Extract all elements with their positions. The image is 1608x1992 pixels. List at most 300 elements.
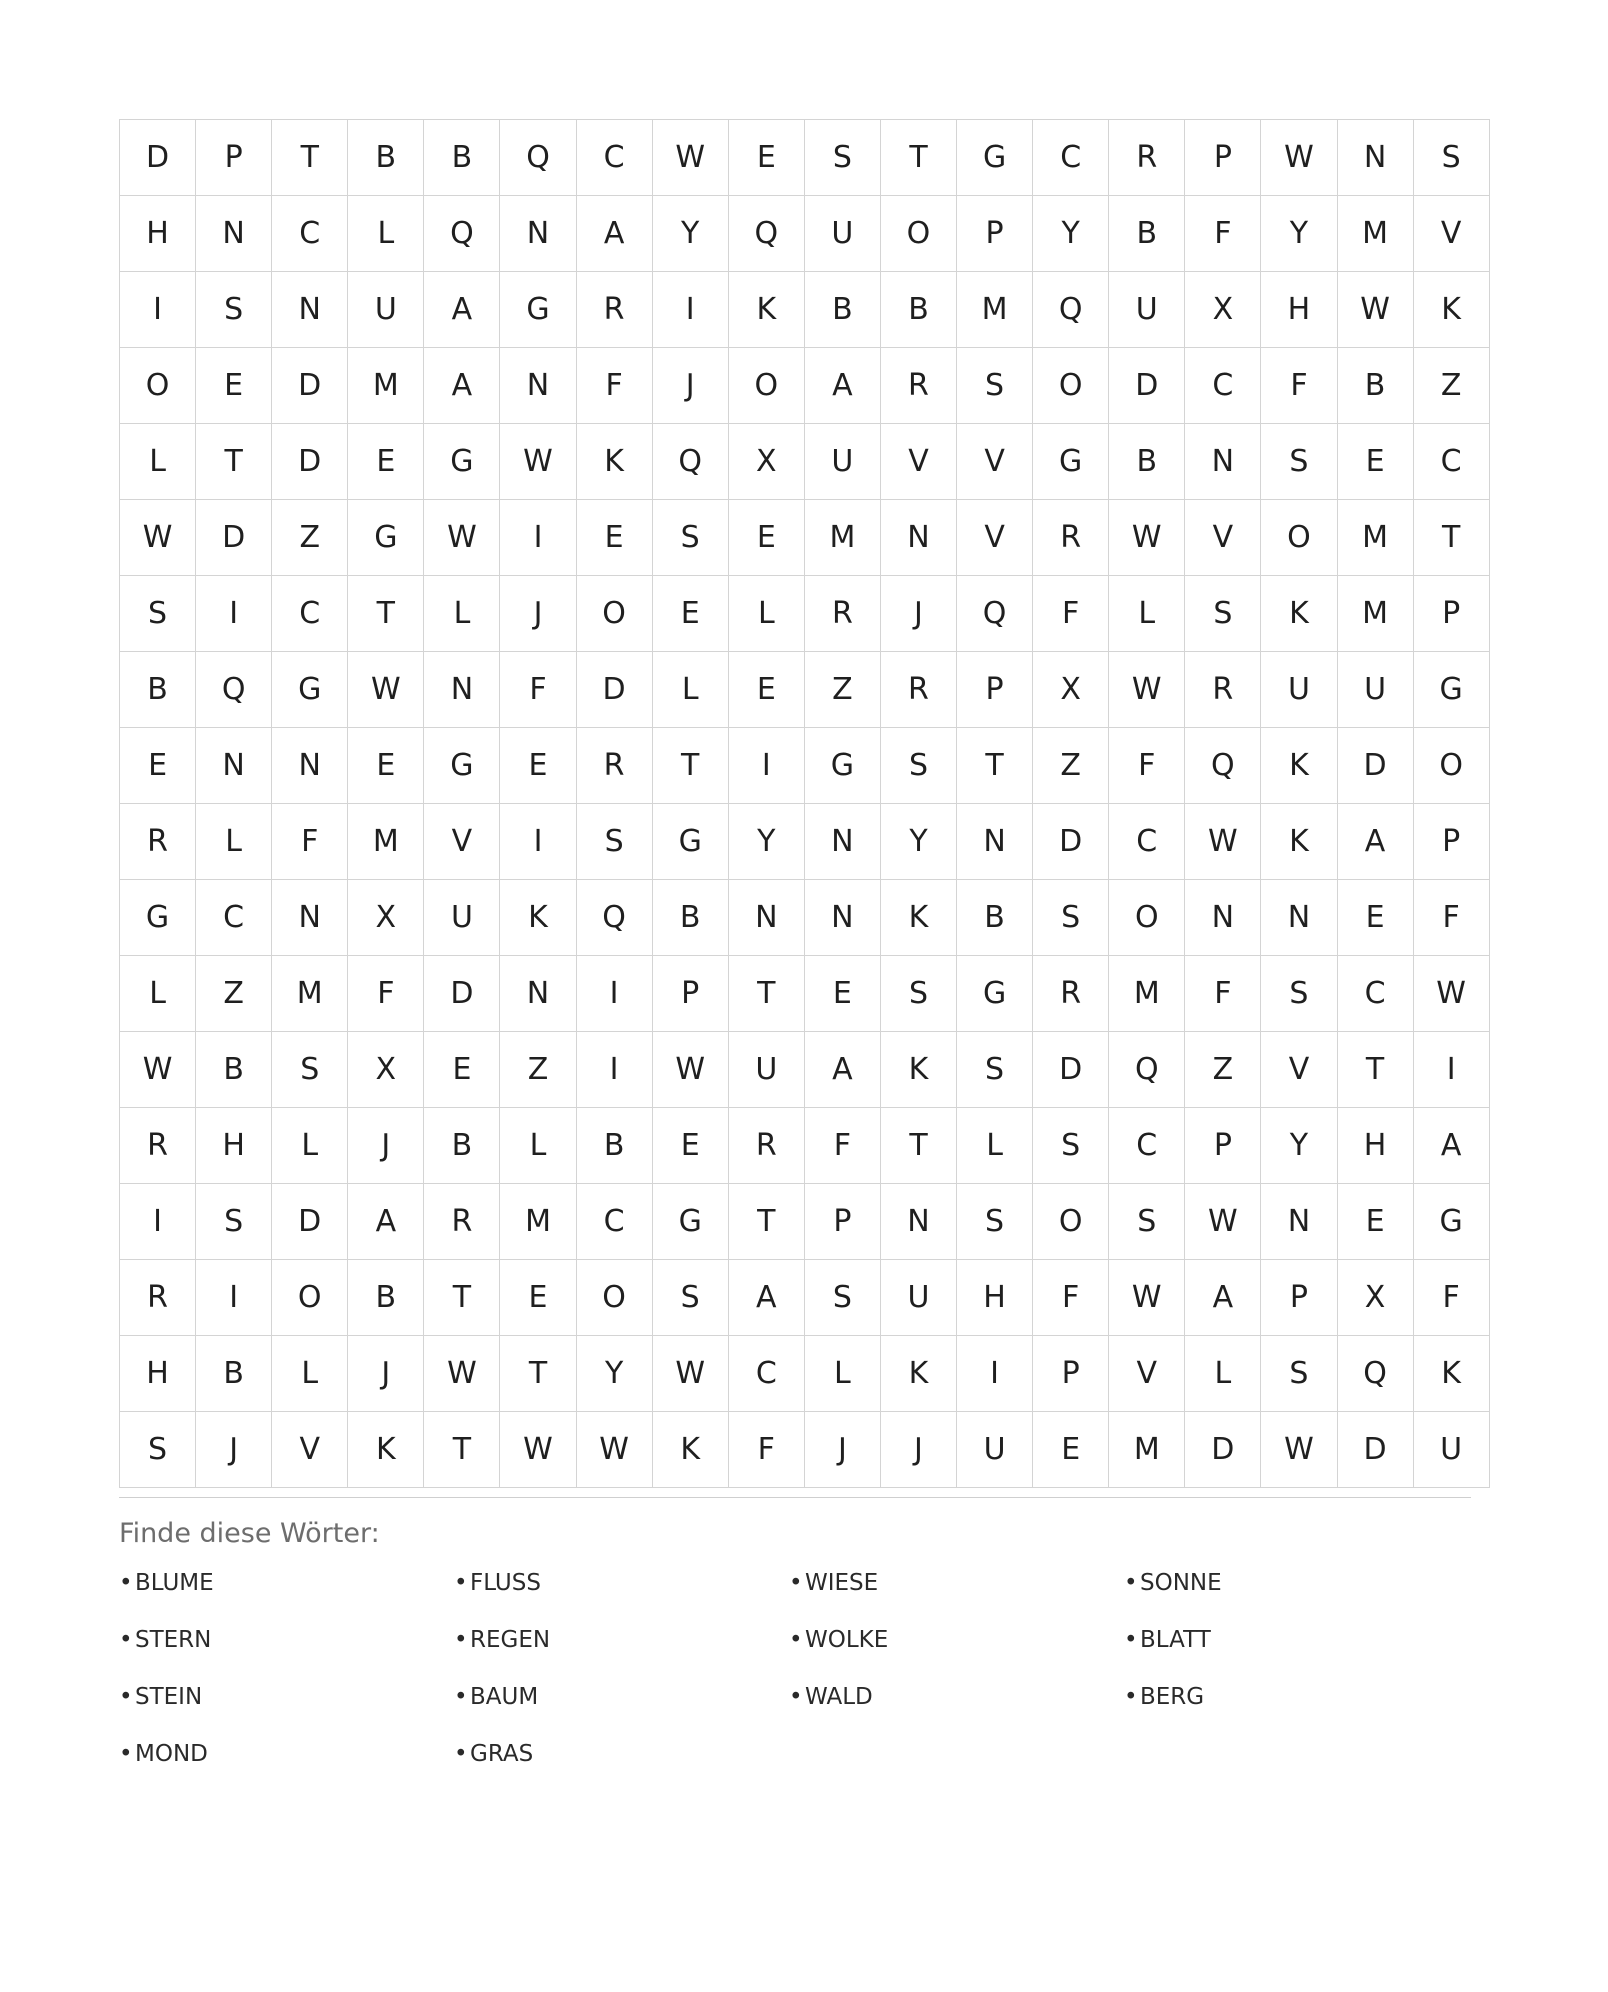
- letter-cell[interactable]: K: [1261, 576, 1337, 652]
- letter-cell[interactable]: A: [424, 272, 500, 348]
- letter-cell[interactable]: P: [196, 120, 272, 196]
- letter-cell[interactable]: X: [728, 424, 804, 500]
- letter-cell[interactable]: B: [652, 880, 728, 956]
- letter-cell[interactable]: M: [348, 348, 424, 424]
- letter-cell[interactable]: M: [1337, 576, 1413, 652]
- letter-cell[interactable]: E: [348, 424, 424, 500]
- letter-cell[interactable]: D: [1033, 1032, 1109, 1108]
- letter-cell[interactable]: V: [1109, 1336, 1185, 1412]
- letter-cell[interactable]: K: [880, 1336, 956, 1412]
- letter-cell[interactable]: D: [1337, 728, 1413, 804]
- letter-cell[interactable]: M: [348, 804, 424, 880]
- letter-cell[interactable]: E: [348, 728, 424, 804]
- letter-cell[interactable]: T: [348, 576, 424, 652]
- letter-cell[interactable]: J: [804, 1412, 880, 1488]
- letter-cell[interactable]: N: [1185, 424, 1261, 500]
- letter-cell[interactable]: D: [1033, 804, 1109, 880]
- letter-cell[interactable]: M: [1337, 500, 1413, 576]
- letter-cell[interactable]: D: [424, 956, 500, 1032]
- letter-cell[interactable]: O: [272, 1260, 348, 1336]
- letter-cell[interactable]: X: [1185, 272, 1261, 348]
- letter-cell[interactable]: A: [1337, 804, 1413, 880]
- letter-cell[interactable]: A: [804, 1032, 880, 1108]
- letter-cell[interactable]: Z: [196, 956, 272, 1032]
- letter-cell[interactable]: B: [576, 1108, 652, 1184]
- letter-cell[interactable]: T: [1337, 1032, 1413, 1108]
- letter-cell[interactable]: U: [1261, 652, 1337, 728]
- letter-cell[interactable]: H: [957, 1260, 1033, 1336]
- letter-cell[interactable]: W: [120, 1032, 196, 1108]
- letter-cell[interactable]: H: [1261, 272, 1337, 348]
- letter-cell[interactable]: O: [1033, 1184, 1109, 1260]
- letter-cell[interactable]: B: [424, 1108, 500, 1184]
- letter-cell[interactable]: N: [500, 956, 576, 1032]
- letter-cell[interactable]: W: [424, 1336, 500, 1412]
- letter-cell[interactable]: G: [1413, 652, 1489, 728]
- letter-cell[interactable]: W: [652, 1336, 728, 1412]
- letter-cell[interactable]: N: [272, 728, 348, 804]
- letter-cell[interactable]: W: [500, 424, 576, 500]
- letter-cell[interactable]: W: [348, 652, 424, 728]
- letter-cell[interactable]: E: [1337, 1184, 1413, 1260]
- letter-cell[interactable]: B: [348, 120, 424, 196]
- letter-cell[interactable]: L: [1185, 1336, 1261, 1412]
- letter-cell[interactable]: P: [1185, 1108, 1261, 1184]
- letter-cell[interactable]: S: [652, 1260, 728, 1336]
- letter-cell[interactable]: G: [957, 120, 1033, 196]
- letter-cell[interactable]: X: [1033, 652, 1109, 728]
- letter-cell[interactable]: Z: [1413, 348, 1489, 424]
- letter-cell[interactable]: S: [120, 576, 196, 652]
- letter-cell[interactable]: E: [500, 1260, 576, 1336]
- letter-cell[interactable]: F: [348, 956, 424, 1032]
- letter-cell[interactable]: O: [880, 196, 956, 272]
- letter-cell[interactable]: N: [196, 196, 272, 272]
- letter-cell[interactable]: C: [1413, 424, 1489, 500]
- letter-cell[interactable]: N: [804, 880, 880, 956]
- letter-cell[interactable]: N: [804, 804, 880, 880]
- letter-cell[interactable]: C: [1185, 348, 1261, 424]
- letter-cell[interactable]: X: [348, 880, 424, 956]
- letter-cell[interactable]: S: [652, 500, 728, 576]
- letter-cell[interactable]: G: [120, 880, 196, 956]
- letter-cell[interactable]: K: [652, 1412, 728, 1488]
- letter-cell[interactable]: R: [728, 1108, 804, 1184]
- letter-cell[interactable]: Q: [196, 652, 272, 728]
- letter-cell[interactable]: G: [1033, 424, 1109, 500]
- letter-cell[interactable]: C: [1109, 1108, 1185, 1184]
- letter-cell[interactable]: X: [1337, 1260, 1413, 1336]
- letter-cell[interactable]: V: [880, 424, 956, 500]
- letter-cell[interactable]: R: [120, 1108, 196, 1184]
- letter-cell[interactable]: F: [1413, 880, 1489, 956]
- letter-cell[interactable]: G: [652, 804, 728, 880]
- letter-cell[interactable]: R: [1109, 120, 1185, 196]
- letter-cell[interactable]: W: [652, 120, 728, 196]
- letter-cell[interactable]: T: [728, 956, 804, 1032]
- letter-cell[interactable]: S: [272, 1032, 348, 1108]
- letter-cell[interactable]: U: [804, 424, 880, 500]
- letter-cell[interactable]: B: [1109, 424, 1185, 500]
- letter-cell[interactable]: I: [196, 1260, 272, 1336]
- letter-cell[interactable]: G: [424, 424, 500, 500]
- letter-cell[interactable]: B: [348, 1260, 424, 1336]
- letter-cell[interactable]: S: [576, 804, 652, 880]
- letter-cell[interactable]: V: [1413, 196, 1489, 272]
- letter-cell[interactable]: Q: [957, 576, 1033, 652]
- letter-cell[interactable]: W: [120, 500, 196, 576]
- letter-cell[interactable]: D: [1337, 1412, 1413, 1488]
- letter-cell[interactable]: P: [1413, 576, 1489, 652]
- letter-cell[interactable]: T: [728, 1184, 804, 1260]
- letter-cell[interactable]: F: [500, 652, 576, 728]
- letter-cell[interactable]: F: [576, 348, 652, 424]
- letter-cell[interactable]: Q: [424, 196, 500, 272]
- letter-cell[interactable]: T: [652, 728, 728, 804]
- letter-cell[interactable]: U: [804, 196, 880, 272]
- letter-cell[interactable]: K: [576, 424, 652, 500]
- letter-cell[interactable]: N: [880, 1184, 956, 1260]
- letter-cell[interactable]: U: [957, 1412, 1033, 1488]
- letter-cell[interactable]: I: [500, 804, 576, 880]
- letter-cell[interactable]: W: [424, 500, 500, 576]
- letter-cell[interactable]: V: [272, 1412, 348, 1488]
- letter-cell[interactable]: B: [1337, 348, 1413, 424]
- letter-cell[interactable]: I: [500, 500, 576, 576]
- letter-cell[interactable]: K: [1261, 728, 1337, 804]
- letter-cell[interactable]: H: [120, 1336, 196, 1412]
- letter-cell[interactable]: P: [1033, 1336, 1109, 1412]
- letter-cell[interactable]: G: [348, 500, 424, 576]
- letter-cell[interactable]: E: [500, 728, 576, 804]
- word-search-grid[interactable]: [119, 119, 1471, 1488]
- letter-cell[interactable]: N: [424, 652, 500, 728]
- letter-cell[interactable]: W: [1109, 652, 1185, 728]
- letter-cell[interactable]: T: [500, 1336, 576, 1412]
- letter-cell[interactable]: F: [272, 804, 348, 880]
- letter-cell[interactable]: F: [1413, 1260, 1489, 1336]
- letter-cell[interactable]: S: [1185, 576, 1261, 652]
- letter-cell[interactable]: E: [652, 1108, 728, 1184]
- letter-cell[interactable]: J: [348, 1336, 424, 1412]
- letter-cell[interactable]: W: [1185, 804, 1261, 880]
- letter-cell[interactable]: L: [1109, 576, 1185, 652]
- letter-cell[interactable]: N: [1261, 880, 1337, 956]
- letter-cell[interactable]: T: [880, 1108, 956, 1184]
- letter-cell[interactable]: P: [1185, 120, 1261, 196]
- letter-cell[interactable]: B: [120, 652, 196, 728]
- letter-cell[interactable]: K: [1261, 804, 1337, 880]
- letter-cell[interactable]: R: [804, 576, 880, 652]
- letter-cell[interactable]: A: [348, 1184, 424, 1260]
- letter-cell[interactable]: N: [272, 272, 348, 348]
- letter-cell[interactable]: E: [1337, 880, 1413, 956]
- letter-cell[interactable]: J: [652, 348, 728, 424]
- letter-cell[interactable]: K: [1413, 1336, 1489, 1412]
- letter-cell[interactable]: N: [728, 880, 804, 956]
- letter-cell[interactable]: S: [957, 1184, 1033, 1260]
- letter-cell[interactable]: Y: [728, 804, 804, 880]
- letter-cell[interactable]: W: [1109, 500, 1185, 576]
- letter-cell[interactable]: C: [272, 196, 348, 272]
- letter-cell[interactable]: F: [804, 1108, 880, 1184]
- letter-cell[interactable]: B: [880, 272, 956, 348]
- letter-cell[interactable]: S: [804, 120, 880, 196]
- letter-cell[interactable]: Q: [652, 424, 728, 500]
- letter-cell[interactable]: K: [348, 1412, 424, 1488]
- letter-cell[interactable]: Q: [1109, 1032, 1185, 1108]
- letter-cell[interactable]: N: [1185, 880, 1261, 956]
- letter-cell[interactable]: U: [348, 272, 424, 348]
- letter-cell[interactable]: B: [957, 880, 1033, 956]
- letter-cell[interactable]: G: [1413, 1184, 1489, 1260]
- letter-cell[interactable]: T: [1413, 500, 1489, 576]
- letter-cell[interactable]: R: [576, 728, 652, 804]
- letter-cell[interactable]: S: [120, 1412, 196, 1488]
- letter-cell[interactable]: C: [1033, 120, 1109, 196]
- letter-cell[interactable]: W: [652, 1032, 728, 1108]
- letter-cell[interactable]: J: [500, 576, 576, 652]
- letter-cell[interactable]: V: [957, 500, 1033, 576]
- letter-cell[interactable]: R: [120, 804, 196, 880]
- letter-cell[interactable]: P: [804, 1184, 880, 1260]
- letter-cell[interactable]: L: [196, 804, 272, 880]
- letter-cell[interactable]: K: [880, 1032, 956, 1108]
- letter-cell[interactable]: Y: [1033, 196, 1109, 272]
- letter-cell[interactable]: F: [1033, 576, 1109, 652]
- letter-cell[interactable]: I: [576, 956, 652, 1032]
- letter-cell[interactable]: U: [1413, 1412, 1489, 1488]
- letter-cell[interactable]: B: [196, 1032, 272, 1108]
- letter-cell[interactable]: M: [957, 272, 1033, 348]
- letter-cell[interactable]: C: [576, 120, 652, 196]
- letter-cell[interactable]: X: [348, 1032, 424, 1108]
- letter-cell[interactable]: N: [500, 348, 576, 424]
- letter-cell[interactable]: E: [728, 120, 804, 196]
- letter-cell[interactable]: P: [957, 196, 1033, 272]
- letter-cell[interactable]: T: [880, 120, 956, 196]
- letter-cell[interactable]: C: [1337, 956, 1413, 1032]
- letter-cell[interactable]: L: [424, 576, 500, 652]
- letter-cell[interactable]: A: [1185, 1260, 1261, 1336]
- letter-cell[interactable]: R: [576, 272, 652, 348]
- letter-cell[interactable]: N: [196, 728, 272, 804]
- letter-cell[interactable]: A: [804, 348, 880, 424]
- letter-cell[interactable]: A: [576, 196, 652, 272]
- letter-cell[interactable]: G: [957, 956, 1033, 1032]
- letter-cell[interactable]: P: [957, 652, 1033, 728]
- letter-cell[interactable]: S: [1261, 1336, 1337, 1412]
- letter-cell[interactable]: I: [120, 1184, 196, 1260]
- letter-cell[interactable]: O: [1109, 880, 1185, 956]
- letter-cell[interactable]: E: [728, 652, 804, 728]
- letter-cell[interactable]: S: [1109, 1184, 1185, 1260]
- letter-cell[interactable]: A: [424, 348, 500, 424]
- letter-cell[interactable]: L: [120, 956, 196, 1032]
- letter-cell[interactable]: M: [1109, 956, 1185, 1032]
- letter-cell[interactable]: R: [880, 348, 956, 424]
- letter-cell[interactable]: Y: [652, 196, 728, 272]
- letter-cell[interactable]: J: [880, 576, 956, 652]
- letter-cell[interactable]: U: [424, 880, 500, 956]
- letter-cell[interactable]: S: [1261, 424, 1337, 500]
- letter-cell[interactable]: D: [576, 652, 652, 728]
- letter-cell[interactable]: N: [1337, 120, 1413, 196]
- letter-cell[interactable]: E: [576, 500, 652, 576]
- letter-cell[interactable]: O: [120, 348, 196, 424]
- letter-cell[interactable]: P: [652, 956, 728, 1032]
- letter-cell[interactable]: K: [1413, 272, 1489, 348]
- letter-cell[interactable]: M: [1337, 196, 1413, 272]
- letter-cell[interactable]: C: [272, 576, 348, 652]
- letter-cell[interactable]: Q: [1033, 272, 1109, 348]
- letter-cell[interactable]: W: [1185, 1184, 1261, 1260]
- letter-cell[interactable]: F: [1261, 348, 1337, 424]
- letter-cell[interactable]: J: [348, 1108, 424, 1184]
- letter-cell[interactable]: W: [500, 1412, 576, 1488]
- letter-cell[interactable]: G: [424, 728, 500, 804]
- letter-cell[interactable]: T: [196, 424, 272, 500]
- letter-cell[interactable]: D: [120, 120, 196, 196]
- letter-cell[interactable]: F: [1109, 728, 1185, 804]
- letter-cell[interactable]: K: [880, 880, 956, 956]
- letter-cell[interactable]: S: [1261, 956, 1337, 1032]
- letter-cell[interactable]: Z: [1185, 1032, 1261, 1108]
- letter-cell[interactable]: C: [728, 1336, 804, 1412]
- letter-cell[interactable]: Y: [576, 1336, 652, 1412]
- letter-cell[interactable]: O: [728, 348, 804, 424]
- letter-cell[interactable]: G: [652, 1184, 728, 1260]
- letter-cell[interactable]: L: [652, 652, 728, 728]
- letter-cell[interactable]: W: [1337, 272, 1413, 348]
- letter-cell[interactable]: I: [196, 576, 272, 652]
- letter-cell[interactable]: I: [120, 272, 196, 348]
- letter-cell[interactable]: L: [272, 1336, 348, 1412]
- letter-cell[interactable]: G: [272, 652, 348, 728]
- letter-cell[interactable]: N: [272, 880, 348, 956]
- letter-cell[interactable]: F: [1033, 1260, 1109, 1336]
- letter-cell[interactable]: G: [500, 272, 576, 348]
- letter-cell[interactable]: E: [728, 500, 804, 576]
- letter-cell[interactable]: Q: [576, 880, 652, 956]
- letter-cell[interactable]: O: [576, 1260, 652, 1336]
- letter-cell[interactable]: E: [804, 956, 880, 1032]
- letter-cell[interactable]: M: [1109, 1412, 1185, 1488]
- letter-cell[interactable]: P: [1413, 804, 1489, 880]
- letter-cell[interactable]: F: [728, 1412, 804, 1488]
- letter-cell[interactable]: G: [804, 728, 880, 804]
- letter-cell[interactable]: S: [957, 1032, 1033, 1108]
- letter-cell[interactable]: F: [1185, 196, 1261, 272]
- letter-cell[interactable]: S: [1033, 880, 1109, 956]
- letter-cell[interactable]: W: [1261, 1412, 1337, 1488]
- letter-cell[interactable]: J: [196, 1412, 272, 1488]
- letter-cell[interactable]: R: [1033, 956, 1109, 1032]
- letter-cell[interactable]: S: [804, 1260, 880, 1336]
- letter-cell[interactable]: I: [576, 1032, 652, 1108]
- letter-cell[interactable]: I: [957, 1336, 1033, 1412]
- letter-cell[interactable]: H: [196, 1108, 272, 1184]
- letter-cell[interactable]: N: [880, 500, 956, 576]
- letter-cell[interactable]: T: [957, 728, 1033, 804]
- letter-cell[interactable]: F: [1185, 956, 1261, 1032]
- letter-cell[interactable]: E: [1033, 1412, 1109, 1488]
- letter-cell[interactable]: D: [196, 500, 272, 576]
- letter-cell[interactable]: O: [1413, 728, 1489, 804]
- letter-cell[interactable]: D: [272, 1184, 348, 1260]
- letter-cell[interactable]: S: [880, 956, 956, 1032]
- letter-cell[interactable]: P: [1261, 1260, 1337, 1336]
- letter-cell[interactable]: Y: [1261, 196, 1337, 272]
- letter-cell[interactable]: W: [1261, 120, 1337, 196]
- letter-cell[interactable]: K: [500, 880, 576, 956]
- letter-cell[interactable]: S: [880, 728, 956, 804]
- letter-cell[interactable]: E: [196, 348, 272, 424]
- letter-cell[interactable]: Z: [500, 1032, 576, 1108]
- letter-cell[interactable]: T: [424, 1412, 500, 1488]
- letter-cell[interactable]: U: [1109, 272, 1185, 348]
- letter-cell[interactable]: Y: [1261, 1108, 1337, 1184]
- letter-cell[interactable]: U: [1337, 652, 1413, 728]
- letter-cell[interactable]: U: [728, 1032, 804, 1108]
- letter-cell[interactable]: N: [500, 196, 576, 272]
- letter-cell[interactable]: I: [652, 272, 728, 348]
- letter-cell[interactable]: Q: [1185, 728, 1261, 804]
- letter-cell[interactable]: H: [120, 196, 196, 272]
- letter-cell[interactable]: M: [272, 956, 348, 1032]
- letter-cell[interactable]: O: [1033, 348, 1109, 424]
- letter-cell[interactable]: A: [1413, 1108, 1489, 1184]
- letter-cell[interactable]: W: [576, 1412, 652, 1488]
- letter-cell[interactable]: L: [957, 1108, 1033, 1184]
- letter-cell[interactable]: O: [576, 576, 652, 652]
- letter-cell[interactable]: Z: [804, 652, 880, 728]
- letter-cell[interactable]: L: [728, 576, 804, 652]
- letter-cell[interactable]: E: [424, 1032, 500, 1108]
- letter-cell[interactable]: Q: [728, 196, 804, 272]
- letter-cell[interactable]: L: [272, 1108, 348, 1184]
- letter-cell[interactable]: C: [576, 1184, 652, 1260]
- letter-cell[interactable]: L: [500, 1108, 576, 1184]
- letter-cell[interactable]: R: [1185, 652, 1261, 728]
- letter-cell[interactable]: I: [1413, 1032, 1489, 1108]
- letter-cell[interactable]: V: [424, 804, 500, 880]
- letter-cell[interactable]: D: [272, 348, 348, 424]
- letter-cell[interactable]: Z: [272, 500, 348, 576]
- letter-cell[interactable]: I: [728, 728, 804, 804]
- letter-cell[interactable]: E: [1337, 424, 1413, 500]
- letter-cell[interactable]: W: [1109, 1260, 1185, 1336]
- letter-cell[interactable]: E: [652, 576, 728, 652]
- letter-cell[interactable]: E: [120, 728, 196, 804]
- letter-cell[interactable]: V: [1185, 500, 1261, 576]
- letter-cell[interactable]: O: [1261, 500, 1337, 576]
- letter-cell[interactable]: L: [120, 424, 196, 500]
- letter-cell[interactable]: B: [196, 1336, 272, 1412]
- letter-cell[interactable]: S: [196, 272, 272, 348]
- letter-cell[interactable]: B: [1109, 196, 1185, 272]
- letter-cell[interactable]: D: [1109, 348, 1185, 424]
- letter-cell[interactable]: L: [804, 1336, 880, 1412]
- letter-cell[interactable]: B: [424, 120, 500, 196]
- letter-cell[interactable]: B: [804, 272, 880, 348]
- letter-cell[interactable]: Z: [1033, 728, 1109, 804]
- letter-cell[interactable]: L: [348, 196, 424, 272]
- letter-cell[interactable]: C: [1109, 804, 1185, 880]
- letter-cell[interactable]: S: [196, 1184, 272, 1260]
- letter-cell[interactable]: C: [196, 880, 272, 956]
- letter-cell[interactable]: T: [272, 120, 348, 196]
